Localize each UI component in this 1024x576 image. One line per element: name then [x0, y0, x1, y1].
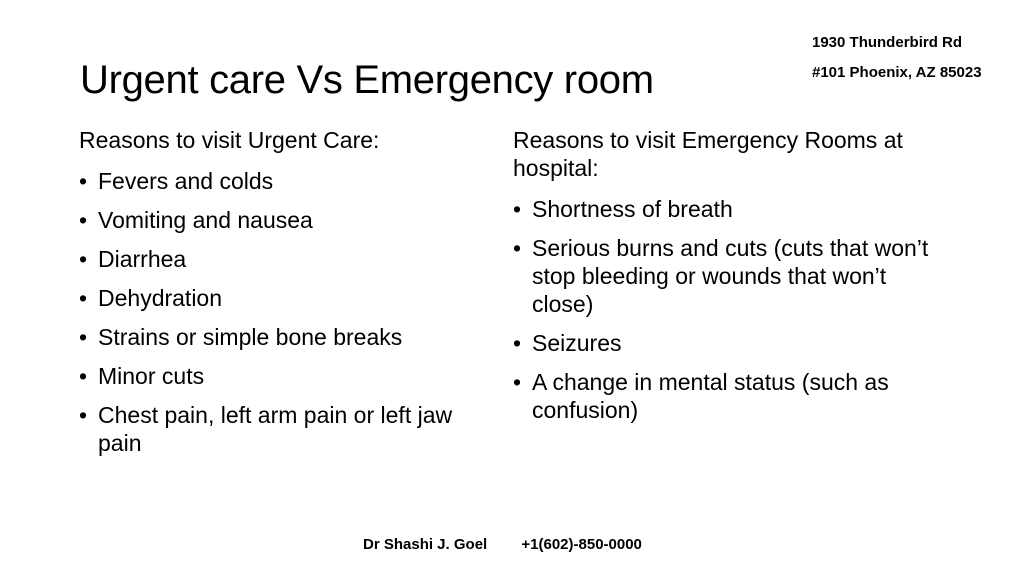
bullet-icon: •: [513, 235, 522, 261]
list-item: [79, 362, 484, 390]
list-item-text: Vomiting and nausea: [98, 207, 313, 233]
bullet-icon: •: [79, 402, 88, 428]
list-item-text: Serious burns and cuts (cuts that won’t stop bleeding or wounds that won’t close): [532, 235, 929, 317]
list-item-text: Minor cuts: [98, 363, 205, 389]
list-item-text: Strains or simple bone breaks: [98, 324, 403, 350]
phone-number: +1(602)-850-0000: [521, 536, 642, 553]
address-line-2: #101 Phoenix, AZ 85023: [812, 64, 982, 81]
list-item: [513, 368, 943, 424]
list-item: [513, 195, 943, 223]
list-item-text: Dehydration: [98, 285, 223, 311]
bullet-icon: •: [79, 324, 88, 350]
list-item: [79, 323, 484, 351]
slide-title: Urgent care Vs Emergency room: [80, 58, 654, 102]
list-item: [79, 245, 484, 273]
emergency-room-heading: Reasons to visit Emergency Rooms at hospital:: [513, 127, 903, 181]
list-item-text: Seizures: [532, 330, 622, 356]
urgent-care-heading: Reasons to visit Urgent Care:: [79, 127, 380, 153]
address-line-1: 1930 Thunderbird Rd: [812, 34, 963, 51]
bullet-icon: •: [79, 363, 88, 389]
list-item-text: Fevers and colds: [98, 168, 274, 194]
list-item: [79, 401, 484, 457]
bullet-icon: •: [79, 285, 88, 311]
urgent-care-column: [79, 126, 484, 468]
list-item-text: A change in mental status (such as confusion): [532, 369, 889, 423]
footer: [363, 536, 642, 553]
urgent-care-list: [79, 167, 484, 457]
list-item-text: Diarrhea: [98, 246, 187, 272]
list-item: [79, 284, 484, 312]
emergency-room-column: [513, 126, 943, 435]
bullet-icon: •: [79, 246, 88, 272]
list-item: [513, 234, 943, 318]
doctor-name: Dr Shashi J. Goel: [363, 536, 488, 553]
address-block: [812, 28, 982, 88]
list-item-text: Shortness of breath: [532, 196, 733, 222]
bullet-icon: •: [513, 369, 522, 395]
bullet-icon: •: [79, 168, 88, 194]
list-item-text: Chest pain, left arm pain or left jaw pain: [98, 402, 453, 456]
list-item: [513, 329, 943, 357]
bullet-icon: •: [513, 330, 522, 356]
bullet-icon: •: [79, 207, 88, 233]
list-item: [79, 167, 484, 195]
list-item: [79, 206, 484, 234]
bullet-icon: •: [513, 196, 522, 222]
emergency-room-list: [513, 195, 943, 424]
